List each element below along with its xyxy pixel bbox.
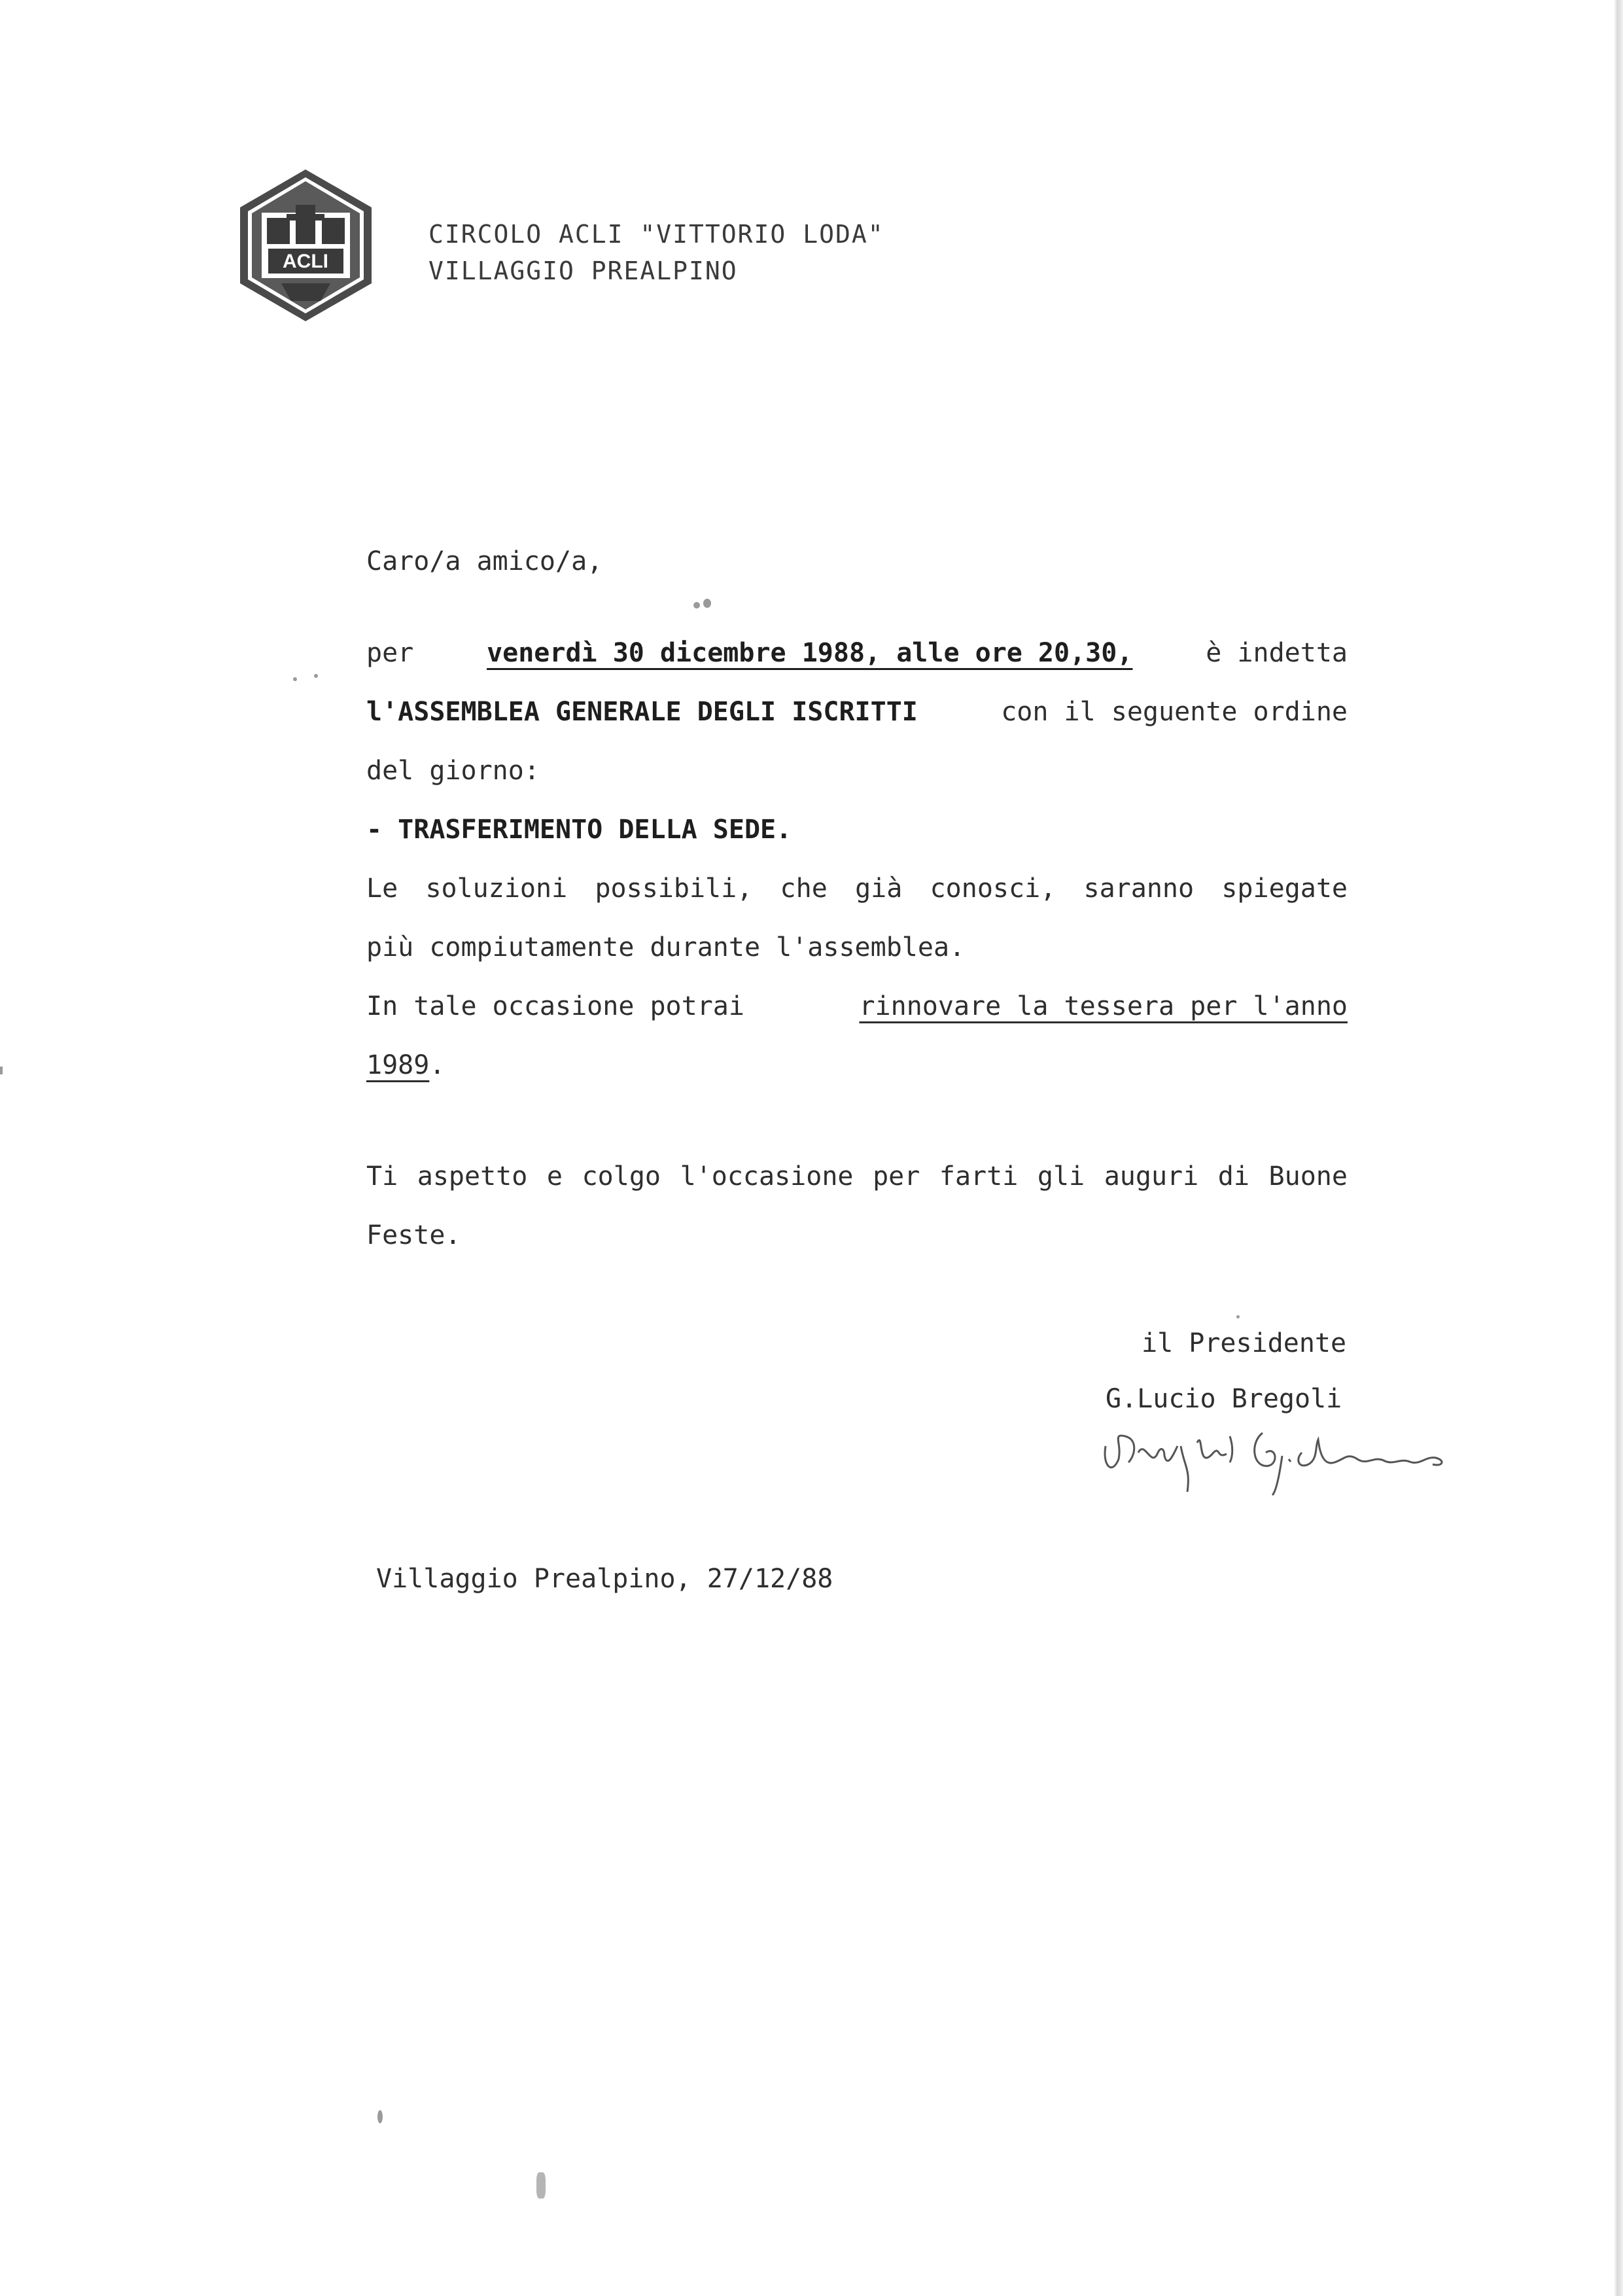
page-edge bbox=[1614, 0, 1623, 2296]
renewal-year: 1989 bbox=[366, 1050, 430, 1080]
para1-line8 bbox=[366, 1050, 445, 1080]
para1-line7-pre: In tale occasione potrai bbox=[366, 991, 744, 1021]
para1-line1 bbox=[366, 638, 1348, 668]
handwritten-signature bbox=[1099, 1407, 1465, 1498]
para2-line2: Feste. bbox=[366, 1220, 461, 1250]
para1-line8-post: . bbox=[429, 1050, 445, 1080]
scan-speck bbox=[0, 1067, 3, 1074]
para1-line2-post: con il seguente ordine bbox=[1001, 697, 1348, 727]
signatory-name: G.Lucio Bregoli bbox=[1106, 1384, 1342, 1414]
renewal-note: rinnovare la tessera per l'anno bbox=[859, 991, 1348, 1021]
para1-line3: del giorno: bbox=[366, 756, 540, 786]
para1-line2 bbox=[366, 697, 1348, 727]
scan-speck bbox=[314, 674, 318, 678]
scan-speck bbox=[536, 2172, 546, 2199]
scan-speck bbox=[1236, 1315, 1240, 1318]
agenda-item: - TRASFERIMENTO DELLA SEDE. bbox=[366, 815, 792, 845]
scan-speck bbox=[377, 2110, 383, 2123]
letterhead-line1: CIRCOLO ACLI "VITTORIO LODA" bbox=[428, 220, 884, 249]
letterhead bbox=[428, 216, 884, 289]
para1-line1-pre: per bbox=[366, 638, 414, 668]
greeting: Caro/a amico/a, bbox=[366, 546, 603, 576]
para1-line5: Le soluzioni possibili, che già conosci, saranno spiegate bbox=[366, 874, 1348, 904]
para1-line1-post: è indetta bbox=[1206, 638, 1348, 668]
para1-line7 bbox=[366, 991, 1348, 1021]
para2-line1: Ti aspetto e colgo l'occasione per farti gli auguri di Buone bbox=[366, 1161, 1348, 1192]
meeting-date: venerdì 30 dicembre 1988, alle ore 20,30, bbox=[487, 638, 1133, 668]
letterhead-line2: VILLAGGIO PREALPINO bbox=[428, 256, 738, 285]
assembly-title: l'ASSEMBLEA GENERALE DEGLI ISCRITTI bbox=[366, 697, 918, 727]
para1-line6: più compiutamente durante l'assemblea. bbox=[366, 932, 966, 963]
acli-emblem-icon bbox=[236, 167, 376, 324]
logo-text: ACLI bbox=[283, 251, 328, 272]
scan-speck bbox=[293, 677, 297, 681]
scan-speck bbox=[703, 599, 711, 608]
place-date: Villaggio Prealpino, 27/12/88 bbox=[376, 1564, 833, 1594]
signature-title: il Presidente bbox=[1142, 1328, 1347, 1358]
scan-speck bbox=[693, 602, 700, 609]
